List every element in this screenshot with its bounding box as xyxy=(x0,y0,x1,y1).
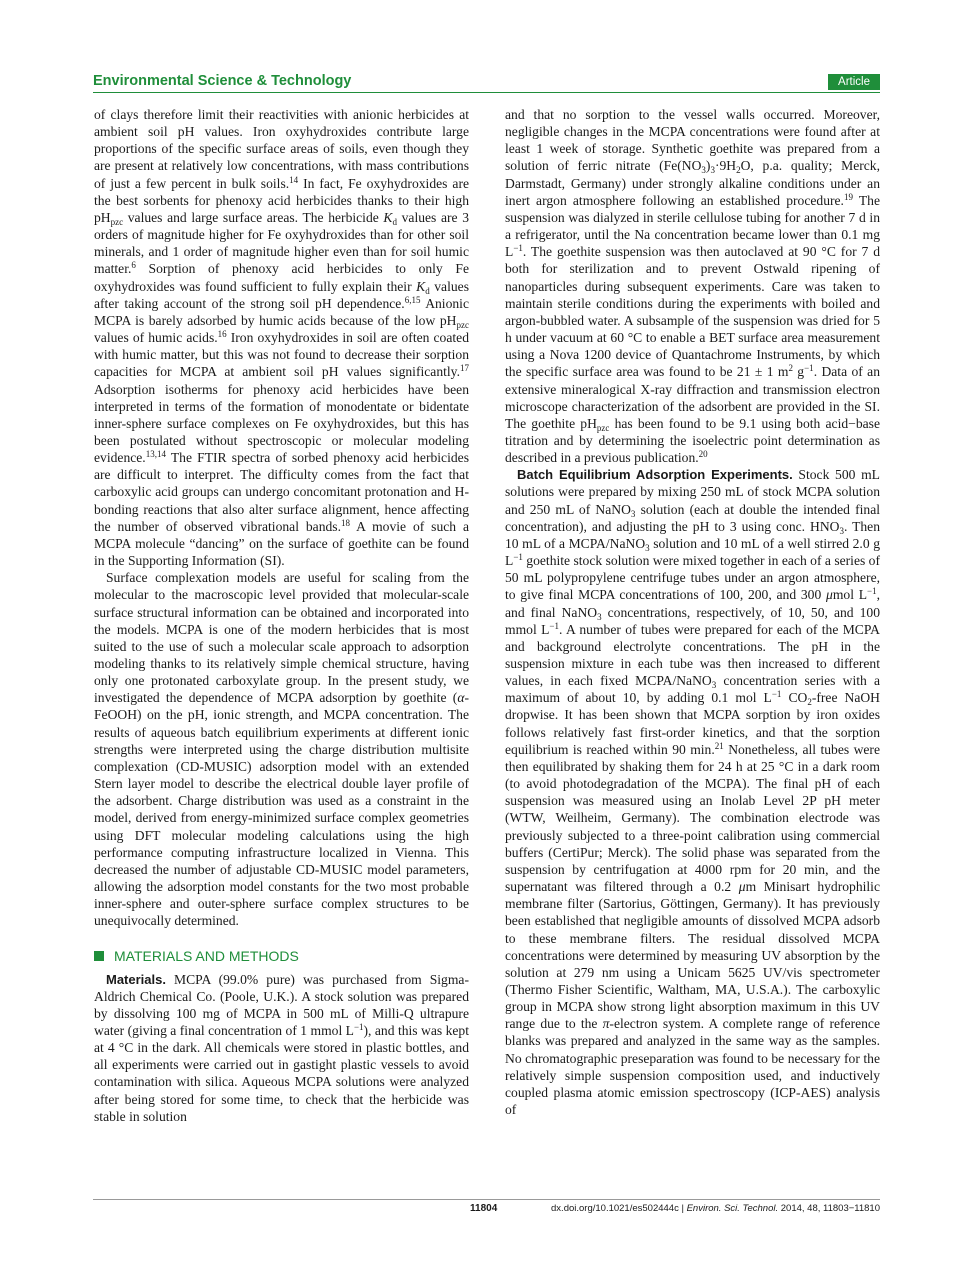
right-column xyxy=(505,106,880,1118)
citation-ref[interactable]: 19 xyxy=(843,191,853,202)
citation-ref[interactable]: 14 xyxy=(289,174,299,185)
running-header xyxy=(93,73,880,91)
citation-ref[interactable]: 17 xyxy=(460,363,469,374)
article-type-badge: Article xyxy=(828,74,880,90)
page-footer xyxy=(93,1203,880,1217)
citation-ref[interactable]: 16 xyxy=(217,329,227,340)
paragraph-materials: Materials. MCPA (99.0% pure) was purchased from Sigma-Aldrich Chemical Co. (Poole, U.K.). A stock solution was prepared by dissolving 100 mg of MCPA in 500 mL of Milli-Q ultrapure water (giving a final concentration of 1 mmol $L^{-1}$), and this was kept at 4 °C in the dark. All chemicals were stored in plastic bottles, and all experiments were carried out in gastight plastic vessels to avoid contamination with silica. Aqueous MCPA solutions were analyzed after being stored for some time, to check that the herbicide was stable in solution xyxy=(94,971,469,1124)
paragraph-batch-experiments: Batch Equilibrium Adsorption Experiments. Stock 500 mL solutions were prepared by mixing 250 mL of stock MCPA solution and 250 mL of NaNO$_3$ solution (each at double the intended final concentration), and adjusting the pH to 3 using conc. $HNO_3$. Then 10 mL of a MCPA/NaNO$_3$ solution and 10 mL of a well stirred 2.0 g $L^{-1}$ goethite stock solution were mixed together in each of a series of 50 mL polypropylene centrifuge tubes under an argon atmosphere, to give final MCPA concentrations of 100, 200, and 300 μmol $L^{-1}$, and final NaNO$_3$ concentrations, respectively, of 10, 50, and 100 mmol $L^{-1}$. A number of tubes were prepared for each of the MCPA and background electrolyte concentrations. The pH in the suspension mixture in each tube was then increased to different values, in each fixed MCPA/NaNO$_3$ concentration series with a maximum of about 10, by adding 0.1 mol $L^{-1}$ $CO_2$-free NaOH dropwise. It has been shown that MCPA sorption by iron oxides follows relatively fast first-order kinetics, and that the sorption equilibrium is reached within 90 min.$^{21}$ Nonetheless, all tubes were then equilibrated by shaking them for 24 h at 25 °C in a dark room (to avoid photodegradation of the MCPA). The final pH of each suspension was measured using an Inolab Level 2P pH meter (WTW, Weilheim, Germany). The combination electrode was previously subjected to a three-point calibration using commercial buffers (CertiPur; Merck). The solid phase was separated from the suspension by centrifugation at 4000 rpm for 20 min, and the supernatant was filtered through a 0.2 μm Minisart hydrophilic membrane filter (Sartorius, Göttingen, Germany). It has previously been established that negligible amounts of dissolved MCPA adsorb to these membrane filters. The residual dissolved MCPA concentrations were determined by measuring UV absorption by the solution at 279 nm using a Unicam 5625 UV/vis spectrometer (Thermo Fisher Scientific, Waltham, MA, U.S.A.). The carboxylic group in MCPA show strong light absorption maximum in this UV range due to the π-electron system. A complete range of reference blanks was prepared and analyzed in the same way as the samples. No chromatographic preseparation was found to be necessary for the relatively simple suspension composition used, and inductively coupled plasma atomic emission spectroscopy (ICP-AES) analysis of xyxy=(505,467,881,1118)
section-heading: MATERIALS AND METHODS xyxy=(94,948,469,965)
citation-ref[interactable]: 20 xyxy=(698,449,708,460)
paragraph-surface-complexation: Surface complexation models are useful for scaling from the molecular to the macroscopic level provided that molecular-scale surface structural information can be obtained and incorporated into the models. MCPA is one of the modern herbicides that is most suited to the use of such a molecular scale approach to adsorption modeling thanks to its relatively simple chemical structure, having only one protonated carboxylate group. In the present study, we investigated the dependence of MCPA adsorption by goethite (α-FeOOH) on the pH, ionic strength, and MCPA concentration. The results of aqueous batch equilibrium experiments at different ionic strengths were interpreted using the charge distribution multisite complexation (CD-MUSIC) adsorption model with an extended Stern layer model to describe the electrical double layer profile of the adsorbent. Charge distribution was used as a constraint in the model, derived from energy-minimized surface complex geometries using DFT molecular modeling calculations using the high performance computing infrastructure localized in Vienna. This decreased the number of adjustable CD-MUSIC model parameters, allowing the adsorption model constants for the two most probable inner-sphere and outer-sphere surface complex structures to be unequivocally determined. xyxy=(94,570,469,929)
footer-rule xyxy=(93,1199,880,1200)
citation-ref[interactable]: 21 xyxy=(714,740,724,751)
citation-ref[interactable]: 6 xyxy=(131,260,136,271)
subheading-materials: Materials. xyxy=(106,971,166,987)
left-column xyxy=(94,106,469,1125)
section-square-icon xyxy=(94,951,104,961)
subheading-batch-experiments: Batch Equilibrium Adsorption Experiments. xyxy=(517,467,793,483)
header-rule xyxy=(93,92,880,93)
paragraph-continued: of clays therefore limit their reactivities with anionic herbicides at ambient soil pH values. Iron oxyhydroxides contribute large proportions of the specific surface areas of soils, even though they are present at relatively low concentrations, with mass contributions of just a few percent in bulk soils.$^{14}$ In fact, Fe oxyhydroxides are the best sorbents for phenoxy acid herbicides thanks to their high $pH_{pzc}$ values and large surface areas. The herbicide $K_d$ values are 3 orders of magnitude higher for Fe oxyhydroxides than for other soil minerals, and 1 order of magnitude higher even than for soil humic matter.$^6$ Sorption of phenoxy acid herbicides to only Fe oxyhydroxides was found sufficient to fully explain their $K_d$ values after taking account of the strong soil pH dependence.$^{6,15}$ Anionic MCPA is barely adsorbed by humic acids because of the low $pH_{pzc}$ values of humic acids.$^{16}$ Iron oxyhydroxides in soil are often coated with humic matter, but this was not found to decrease their sorption capacities for MCPA at ambient soil pH values significantly.$^{17}$ Adsorption isotherms for phenoxy acid herbicides have been interpreted in terms of the formation of monodentate or bidentate inner-sphere surface complexes on Fe oxyhydroxides, but this has been postulated without spectroscopic or molecular modeling evidence.$^{13,14}$ The FTIR spectra of sorbed phenoxy acid herbicides are difficult to interpret. The difficulty comes from the fact that carboxylic acid groups can undergo concomitant protonation and H-bonding reactions that also alter surface alignment, hence affecting the number of observed vibrational bands.$^{18}$ A movie of such a MCPA molecule “dancing” on the surface of goethite can be found in the Supporting Information (SI). xyxy=(94,107,469,569)
journal-title[interactable]: Environmental Science & Technology xyxy=(93,73,352,89)
paragraph-materials-continued: and that no sorption to the vessel walls occurred. Moreover, negligible changes in the MCPA concentrations were found after at least 1 week of storage. Synthetic goethite was prepared from a solution of ferric nitrate ($Fe(NO_3)_3\cdot 9H_2O$, p.a. quality; Merck, Darmstadt, Germany) under strongly alkaline conditions under an inert argon atmosphere following an established procedure.$^{19}$ The suspension was dialyzed in sterile cellulose tubing for another 7 d in a refrigerator, until the Na concentration became lower than 0.1 mg $L^{-1}$. The goethite suspension was then autoclaved at 90 °C for 7 d both for sterilization and to prevent Ostwald ripening of nanoparticles during subsequent experiments. Care was taken to maintain sterile conditions during the experiments with boiled and argon-bubbled water. A subsample of the suspension was dried for 5 h under vacuum at 60 °C to enable a BET surface area measurement using a Nova 1200 device of Quantachrome Instruments, by which the specific surface area was found to be 21 ± 1 $m^2$ $g^{-1}$. Data of an extensive mineralogical X-ray diffraction and transmission electron microscope characterization of the adsorbent are provided in the SI. The goethite $pH_{pzc}$ has been found to be 9.1 using both acid−base titration and by determining the isoelectric point determination as described in a previous publication.$^{20}$ xyxy=(505,107,880,466)
doi-citation[interactable]: dx.doi.org/10.1021/es502444c | Environ. Sci. Technol. 2014, 48, 11803−11810 xyxy=(551,1203,880,1214)
citation-ref[interactable]: 13,14 xyxy=(145,449,166,460)
page-number: 11804 xyxy=(470,1203,498,1214)
citation-ref[interactable]: 6,15 xyxy=(404,294,421,305)
citation-ref[interactable]: 18 xyxy=(340,517,350,528)
